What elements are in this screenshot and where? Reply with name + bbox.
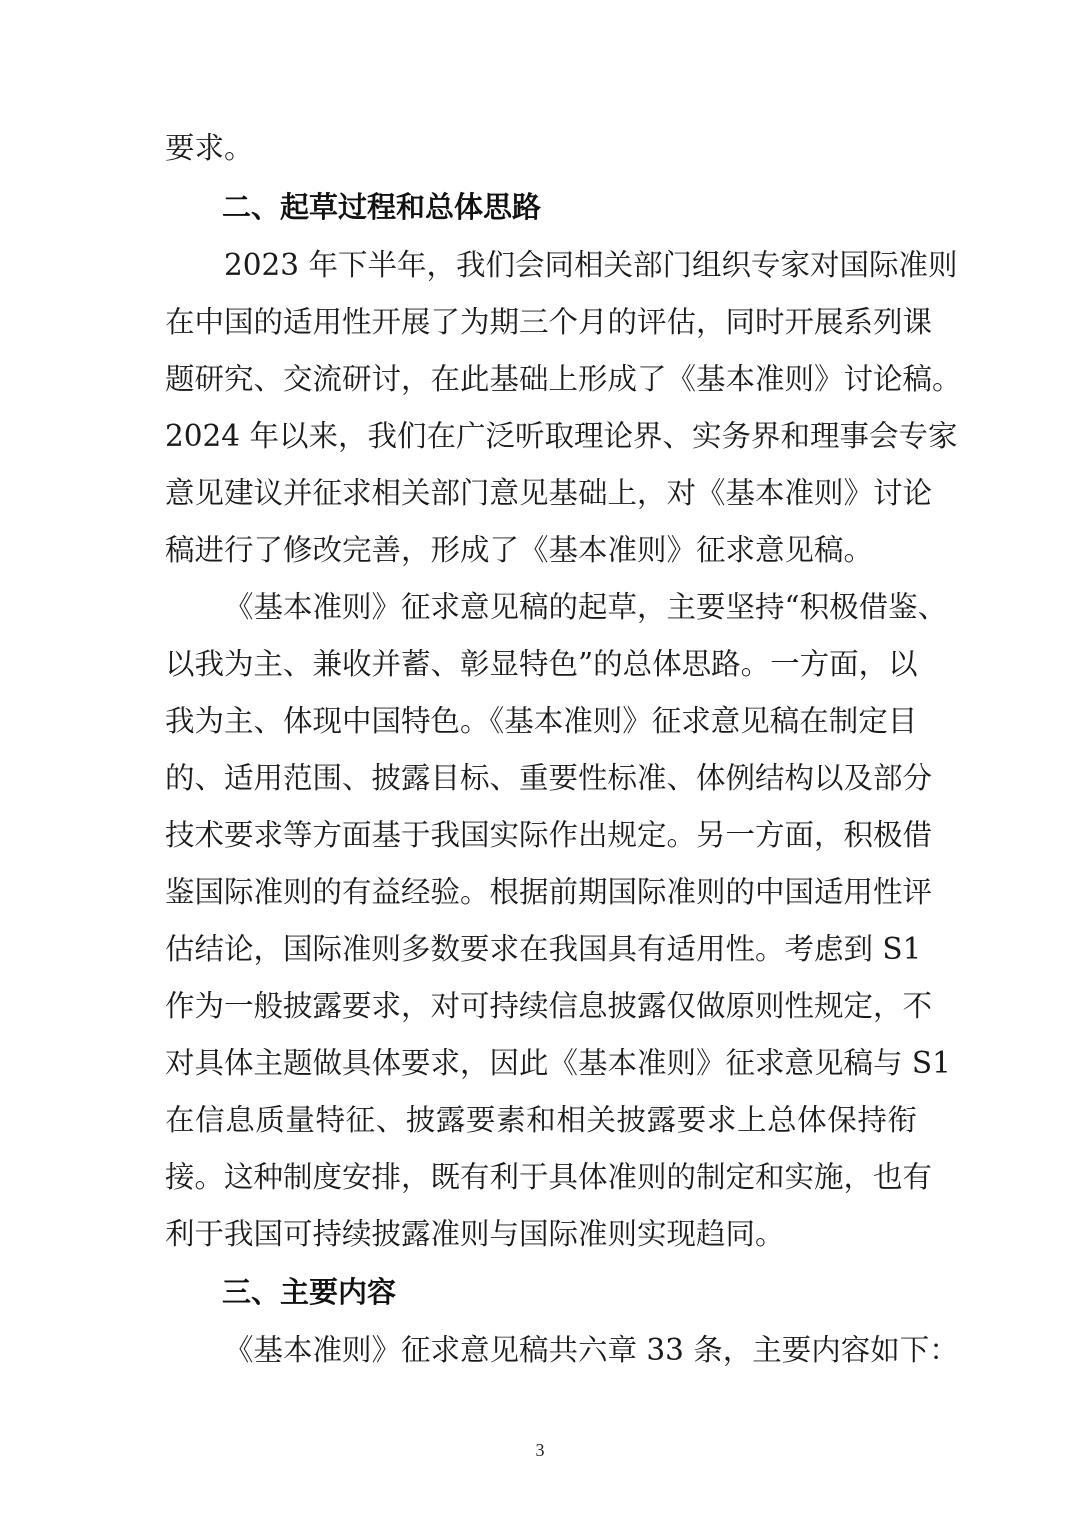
paragraph-line: 《基本准则》征求意见稿共六章 33 条，主要内容如下： [224,1333,959,1367]
paragraph-line: 利于我国可持续披露准则与国际准则实现趋同。 [165,1217,785,1251]
section-heading-main-content: 三、主要内容 [222,1275,397,1309]
paragraph-line: 以我为主、兼收并蓄、彰显特色”的总体思路。一方面，以 [165,647,918,681]
paragraph-line: 技术要求等方面基于我国实际作出规定。另一方面，积极借 [165,818,933,852]
paragraph-line: 稿进行了修改完善，形成了《基本准则》征求意见稿。 [165,533,874,567]
paragraph-line: 作为一般披露要求，对可持续信息披露仅做原则性规定，不 [165,989,933,1023]
paragraph-line: 意见建议并征求相关部门意见基础上，对《基本准则》讨论 [165,476,933,510]
paragraph-line: 2024 年以来，我们在广泛听取理论界、实务界和理事会专家 [165,419,958,453]
paragraph-line: 在信息质量特征、披露要素和相关披露要求上总体保持衔 [165,1103,917,1137]
page-number: 3 [535,1440,545,1460]
paragraph-line: 鉴国际准则的有益经验。根据前期国际准则的中国适用性评 [165,875,933,909]
paragraph-line: 的、适用范围、披露目标、重要性标准、体例结构以及部分 [165,761,933,795]
continuation-text: 要求。 [165,131,254,165]
section-heading-drafting-process: 二、起草过程和总体思路 [222,190,542,224]
paragraph-line: 接。这种制度安排，既有利于具体准则的制定和实施，也有 [165,1160,933,1194]
paragraph-line: 对具体主题做具体要求，因此《基本准则》征求意见稿与 S1 [165,1046,951,1080]
paragraph-line: 我为主、体现中国特色。《基本准则》征求意见稿在制定目 [165,704,918,738]
paragraph-line: 《基本准则》征求意见稿的起草，主要坚持“积极借鉴、 [224,590,948,624]
paragraph-line: 题研究、交流研讨，在此基础上形成了《基本准则》讨论稿。 [165,362,962,396]
paragraph-line: 在中国的适用性开展了为期三个月的评估，同时开展系列课 [165,305,933,339]
paragraph-line: 估结论，国际准则多数要求在我国具有适用性。考虑到 S1 [165,932,922,966]
paragraph-line: 2023 年下半年，我们会同相关部门组织专家对国际准则 [224,248,958,282]
